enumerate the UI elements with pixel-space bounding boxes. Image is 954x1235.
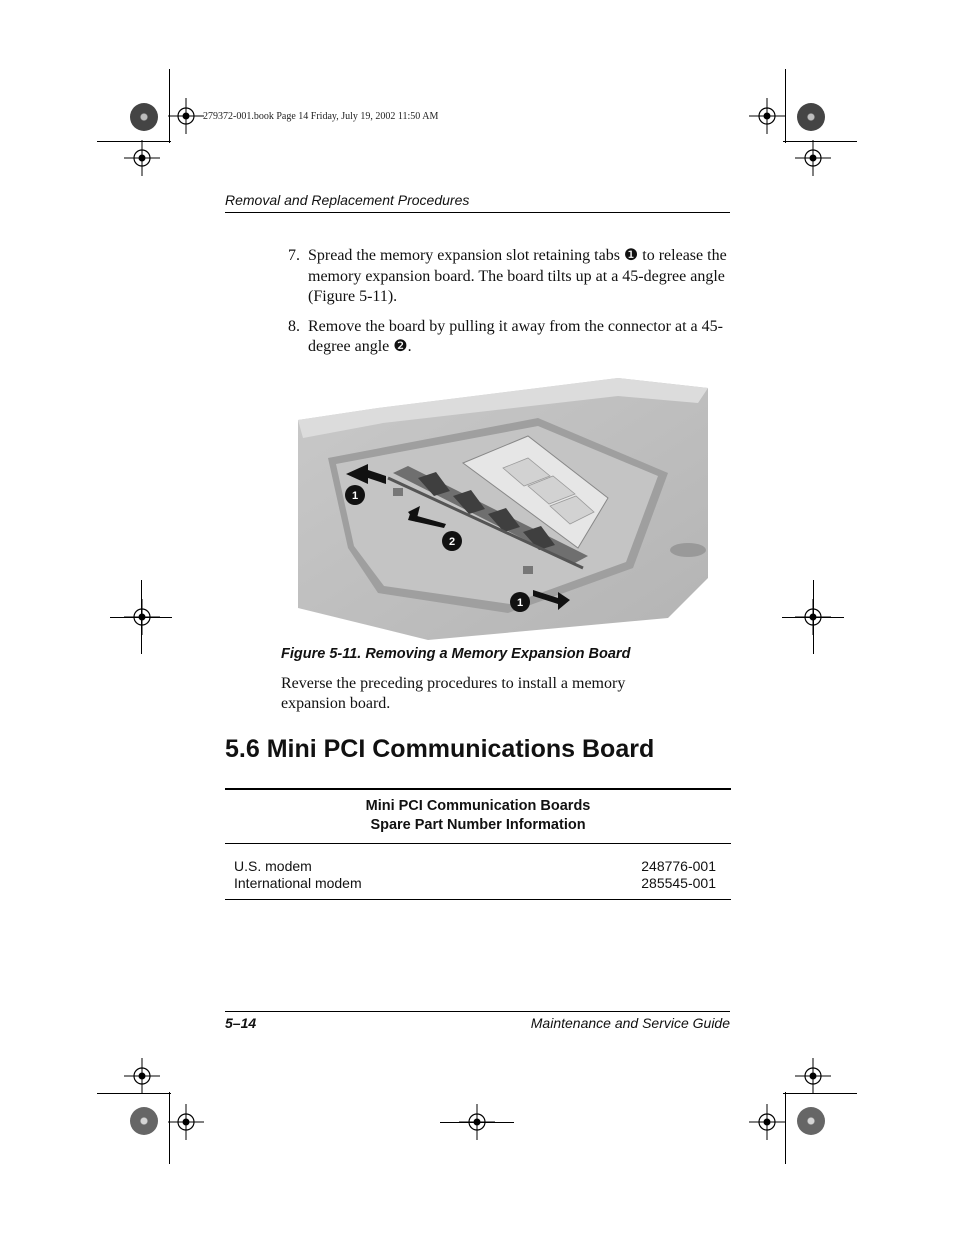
procedure-steps — [288, 246, 733, 367]
body-paragraph: Reverse the preceding procedures to install a memory expansion board. — [281, 675, 626, 712]
step-item — [288, 246, 733, 308]
step-number: 8. — [288, 317, 300, 335]
registration-target-icon — [795, 1058, 831, 1094]
registration-target-icon — [168, 1104, 204, 1140]
table-header-line: Mini PCI Communication Boards — [365, 798, 591, 814]
step-text: Remove the board by pulling it away from the connector at a 45-degree angle ❷. — [308, 317, 723, 355]
table-row — [234, 858, 716, 874]
crop-mark — [440, 1122, 514, 1123]
registration-target-icon — [749, 1104, 785, 1140]
callout-number-1b: 1 — [516, 597, 524, 609]
table-header — [225, 797, 731, 835]
registration-target-icon — [749, 98, 785, 134]
crop-mark — [785, 69, 786, 143]
table-top-rule — [225, 788, 731, 790]
registration-target-icon — [795, 140, 831, 176]
part-number: 285545-001 — [641, 875, 716, 891]
printer-mark-disc — [130, 1107, 158, 1135]
table-bottom-rule — [225, 899, 731, 900]
printer-mark-disc — [797, 103, 825, 131]
registration-target-icon — [168, 98, 204, 134]
table-header-line: Spare Part Number Information — [370, 817, 586, 833]
crop-mark — [785, 1092, 786, 1164]
header-rule — [225, 212, 730, 213]
crop-mark — [97, 1093, 171, 1094]
printer-mark-disc — [130, 103, 158, 131]
section-heading: 5.6 Mini PCI Communications Board — [225, 735, 655, 763]
figure-caption: Figure 5-11. Removing a Memory Expansion Board — [281, 646, 631, 662]
crop-mark — [110, 617, 172, 618]
registration-target-icon — [124, 1058, 160, 1094]
table-row — [234, 875, 716, 891]
page-number: 5–14 — [225, 1015, 257, 1031]
running-head: Removal and Replacement Procedures — [225, 192, 470, 208]
callout-number-2: 2 — [448, 536, 456, 548]
part-description: U.S. modem — [234, 858, 312, 874]
step-number: 7. — [288, 247, 300, 264]
table-header-rule — [225, 843, 731, 844]
printer-mark-disc — [797, 1107, 825, 1135]
crop-mark — [782, 617, 844, 618]
callout-number-1: 1 — [351, 490, 359, 502]
step-item — [288, 317, 733, 358]
book-file-info: 279372-001.book Page 14 Friday, July 19, 2002 11:50 AM — [203, 111, 439, 122]
footer-rule — [225, 1011, 730, 1012]
footer-title: Maintenance and Service Guide — [530, 1015, 730, 1031]
part-number: 248776-001 — [641, 858, 716, 874]
step-text: Spread the memory expansion slot retaining tabs ❶ to release the memory expansion board. The board tilts up at a 45-degree angle (Figure 5-11). — [308, 247, 727, 305]
registration-target-icon — [124, 140, 160, 176]
part-description: International modem — [234, 875, 362, 891]
crop-mark — [783, 1093, 857, 1094]
memory-board-drawing — [288, 378, 720, 640]
memory-board-illustration — [288, 378, 720, 640]
